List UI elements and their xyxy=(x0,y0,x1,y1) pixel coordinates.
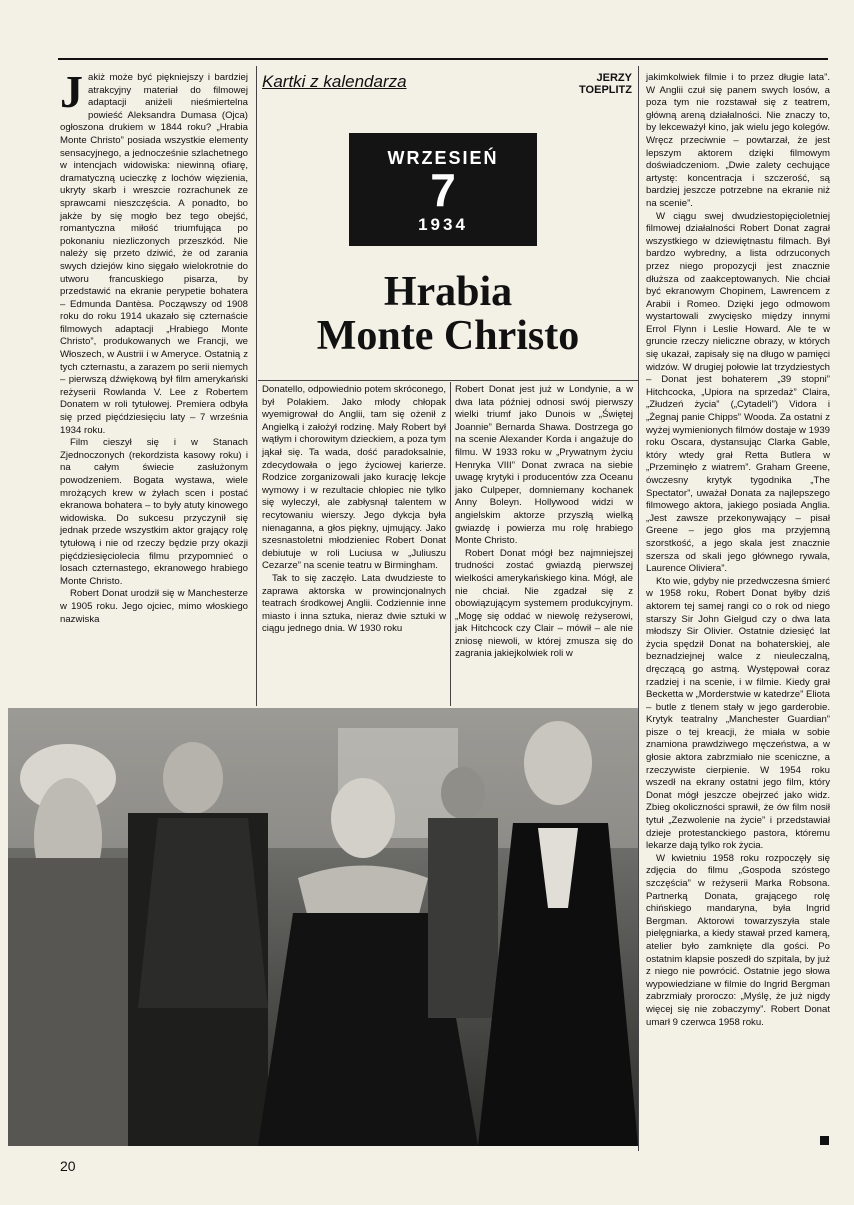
section-title: Kartki z kalendarza xyxy=(262,72,407,91)
paragraph: Kto wie, gdyby nie przedwczesna śmierć w 1958 roku, Robert Donat byłby dziś aktorem tej samej rangi co o rok od niego starszy Sir John Gielgud czy o dwa lata młodszy Sir Olivier. Ostatnie dziesięć lat życia spędził Donat na bohaterskiej, ale beznadziejnej walce z nieuleczalną, dręczącą go astmą. Występował coraz rzadziej i na scenie, i w filmie. Kiedy grał Becketta w „Morderstwie w katedrze” Eliota – butle z tlenem stały w jego garderobie. Krytyk teatralny „Manchester Guardian” pisze o tej kreacji, że miała w sobie znamiona prawdziwego męczeństwa, a w głosie aktora zabrzmiało nie sceniczne, a rzeczywiste cierpienie. W 1954 roku wszedł na ekrany ostatni jego film, który Donat mógł jeszcze obejrzeć jako widz. Zbieg okoliczności sprawił, że ów film nosił tytuł „Zezwolenie na życie” i przedstawiał dzieje protestanckiego pastora, któremu lekarze dają tylko rok życia. xyxy=(646,575,830,852)
film-still-photo xyxy=(8,708,638,1146)
column-divider xyxy=(450,382,451,706)
column-divider xyxy=(638,66,639,1151)
paragraph: Robert Donat jest już w Londynie, a w dwa lata później odnosi swój pierwszy wielki triumf jako Dunois w „Świętej Joannie” Bernarda Shawa. Dostrzega go na scenie Alexander Korda i angażuje do filmu. W 1933 roku w „Prywatnym życiu Henryka VIII” Donat zwraca na siebie uwagę krytyki i producentów zza Oceanu jako Culpeper, domniemany kochanek Anny Boleyn. Hollywood widzi w angielskim aktorze przyszłą wielką gwiazdę i powierza mu rolę hrabiego Monte Christo. xyxy=(455,384,633,547)
intro-paragraph: Jakiż może być piękniejszy i bardziej atrakcyjny materiał do filmowej adaptacji aniżeli nieśmiertelna powieść Aleksandra Dumasa (Ojca) ogłoszona drukiem w 1844 roku? „Hrabia Monte Christo” posiada wszystkie elementy sensacyjnego, a jednocześnie szlachetnego w intencjach widowiska: niewinną ofiarę, dramatyczną ucieczkę z lochów więzienia, ukryty skarb i wreszcie rozrachunek ze sprawcami nieszczęścia. A ponadto, bo jakże by się mogło bez tego obejść, romantyczna miłość triumfująca po pokonaniu niezliczonych przeszkód. Nie należy się przeto dziwić, że od zarania swych dziejów kino sięgało wielokrotnie do utworu francuskiego pisarza, by przedstawić na ekranie perypetie bohatera – Edmunda Dantèsa. Począwszy od 1908 roku do roku 1914 ukazało się czternaście filmowych adaptacji „Hrabiego Monte Christo”, produkowanych we Francji, we Włoszech, w Austrii i w Ameryce. Ostatnią z tych czternastu, a zarazem po serii niemych – pierwszą dźwiękową był film amerykański reżyserii Rowlanda V. Lee z Robertem Donatem w roli tytułowej. Premiera odbyła się przed pięćdziesięciu laty – 7 września 1934 roku. xyxy=(60,66,248,436)
column-3 xyxy=(455,384,633,661)
date-box xyxy=(349,133,537,246)
drop-cap: J xyxy=(60,66,83,117)
paragraph: Robert Donat mógł bez najmniejszej trudności zostać gwiazdą pierwszej wielkości amerykańskiego kina. Mógł, ale nie chciał. Nie zgadzał się z obowiązującym systemem produkcyjnym. „Mogę się oddać w niewolę reżyserowi, jak Hitchcock czy Clair – mówił – ale nie zniosę niewoli, w której zmusza się do zagrania jakiejkolwiek roli w xyxy=(455,547,633,660)
paragraph: jakimkolwiek filmie i to przez długie lata”. W Anglii czuł się panem swych losów, a poza tym nie rozstawał się z teatrem, główną areną działalności. Nie znaczy to, by lekceważył kino, jak wielu jego kolegów. Wręcz przeciwnie – powtarzał, że jest lepszym aktorem dzięki filmowym doświadczeniom. „Dwie zalety cechujące artystę: koncentracja i szczerość, są bardziej jeszcze potrzebne na ekranie niż na scenie”. xyxy=(646,72,830,209)
date-day: 7 xyxy=(430,164,456,216)
date-year: 1934 xyxy=(418,215,468,234)
column-4 xyxy=(646,72,830,1029)
top-rule xyxy=(58,58,828,60)
author-byline: JERZY TOEPLITZ xyxy=(579,72,632,96)
paragraph: Robert Donat urodził się w Manchesterze w 1905 roku. Jego ojciec, mimo włoskiego nazwiska xyxy=(60,588,248,625)
headline: Hrabia Monte Christo xyxy=(316,269,580,359)
page-number: 20 xyxy=(60,1158,76,1174)
paragraph: Donatello, odpowiednio potem skróconego, był Polakiem. Jako młody chłopak wyemigrował do Anglii, tam się ożenił z Angielką i założył rodzinę. Mały Robert był wątłym i chorowitym dzieckiem, a poza tym jąkał się. Ta wada, dość paradoksalnie, zdecydowała o jego życiowej karierze. Rodzice zorganizowali jako kurację lekcje wymowy i w rezultacie chłopiec nie tylko się wyleczył, ale zabłysnął talentem w recytowaniu wierszy. Jego dykcja była nienaganna, a głos piękny, ujmujący. Jako szesnastoletni młodzieniec Robert Donat debiutuje w roli Luciusa w „Juliuszu Cezarze” na scenie teatru w Birmingham. xyxy=(262,384,447,572)
column-2 xyxy=(262,384,446,636)
paragraph: Tak to się zaczęło. Lata dwudzieste to zaprawa aktorska w prowincjonalnych teatrach środkowej Anglii. Codziennie inne miasto i inna sztuka, nieraz dwie sztuki w ciągu jednego dnia. W 1930 roku xyxy=(262,572,446,635)
film-still-image xyxy=(8,708,638,1146)
paragraph: W ciągu swej dwudziestopięcioletniej filmowej działalności Robert Donat zagrał wszystkiego w dziewiętnastu filmach. Był bardzo wybredny, a lista odrzuconych przez niego propozycji jest znacznie dłuższa od zaakceptowanych. Nie chciał być ekranowym Chopinem, Lawrencem z Arabii i Romeo. Dzięki jego odmowom wystartowali zwycięsko między innymi Errol Flynn i Leslie Howard. Ale te w gruncie rzeczy nieliczne obrazy, w których się ukazał, zapisały się na długo w pamięci widzów. W drugiej połowie lat trzydziestych – Donat jest bohaterem „39 stopni” Hitchcocka, „Upiora na sprzedaż” Claira, „Złudzeń życia” („Cytadeli”) Vidora i „Żegnaj panie Chipps” Wooda. Za ostatni z wyżej wymienionych filmów dostaje w 1939 roku Oscara, dystansując Clarka Gable, który wtedy grał Retta Butlera w „Przeminęło z wiatrem”. Graham Greene, ówczesny krytyk tygodnika „The Spectator”, uważał Donata za najlepszego filmowego aktora, jakiego posiada Anglia. „Jest zawsze przekonywający – pisał Greene – jego głos ma przyjemną szorstkość, a jego skala jest znacznie szersza od skali jego głównego rywala, Laurence Oliviera”. xyxy=(646,210,830,575)
paragraph: W kwietniu 1958 roku rozpoczęły się zdjęcia do filmu „Gospoda szóstego szczęścia” w reżyserii Marka Robsona. Partnerką Donata, grającego rolę chińskiego mandaryna, była Ingrid Bergman. Aktorowi towarzyszyła stale pielęgniarka, a kiedy stawał przed kamerą, atelier było zamknięte dla gości. Po ostatnim klapsie poszedł do szpitala, by już z niego nie powrócić. Ostatnie jego słowa wypowiedziane w filmie do Ingrid Bergman zabrzmiały proroczo: „Myślę, że już nigdy więcej się nie zobaczymy”. Robert Donat umarł 9 czerwca 1958 roku. xyxy=(646,852,830,1028)
column-1 xyxy=(60,66,248,626)
headline-rule xyxy=(258,380,638,381)
paragraph: Film cieszył się i w Stanach Zjednoczonych (rekordzista kasowy roku) i na całym świecie zasłużonym powodzeniem. Bogata wystawa, wiele mrożących krew w żyłach scen i postać ekranowa bohatera – to były atuty kinowego widowiska. Do sukcesu przyczynił się jednak przede wszystkim aktor grający rolę tytułową i nie od rzeczy będzie przy okazji pięćdziesięciolecia filmu przypomnieć o losach czternastego, ekranowego hrabiego Monte Christo. xyxy=(60,437,248,587)
end-mark xyxy=(820,1136,829,1145)
date-month: WRZESIEŃ xyxy=(387,148,499,168)
column-divider xyxy=(256,66,257,706)
